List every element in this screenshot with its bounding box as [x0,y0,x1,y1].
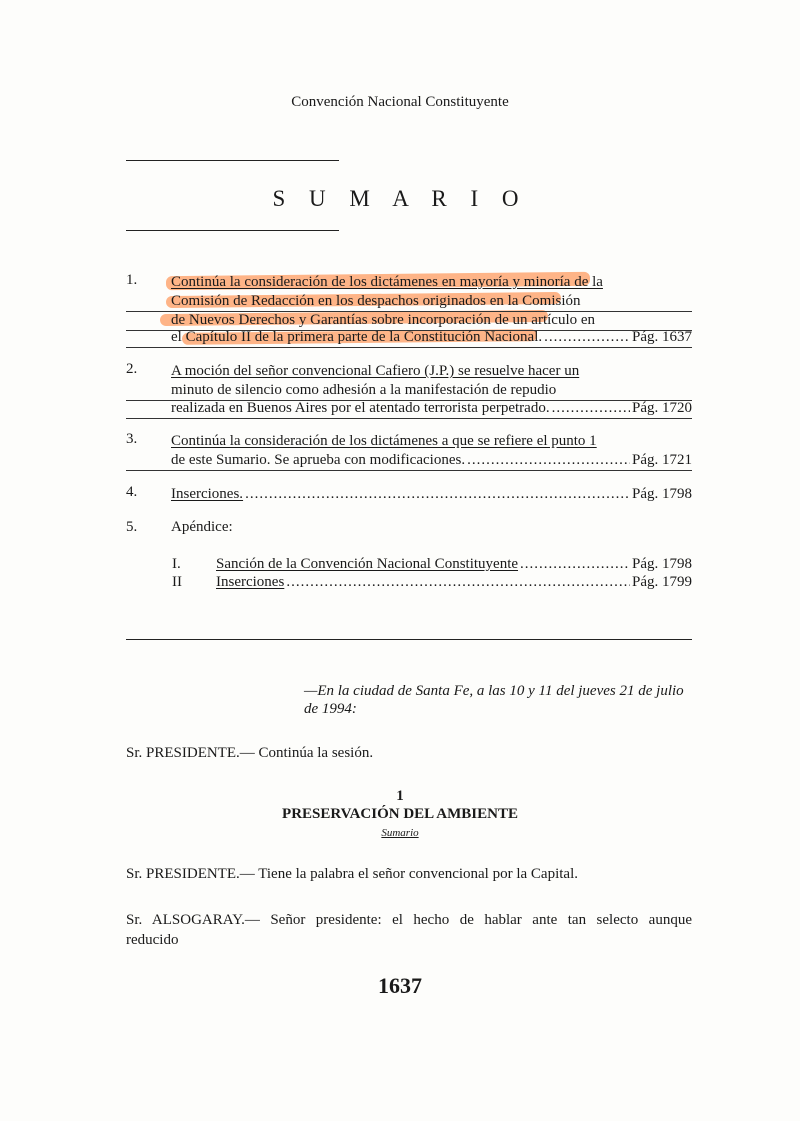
toc-item-text: Continúa la consideración de los dictámenes a que se refiere el punto 1 [171,433,597,449]
toc-item-number: 5. [126,519,138,535]
paragraph: Sr. PRESIDENTE.— Continúa la sesión. [126,745,374,761]
toc-page-ref: Pág. 1720 [632,400,692,416]
rule-bottom [126,230,339,231]
toc-item-number: 1. [126,272,138,288]
leader-dots [245,484,630,504]
toc-item-text: Comisión de Redacción en los despachos originados en la Comisión [171,293,581,309]
intro-line: —En la ciudad de Santa Fe, a las 10 y 11 del jueves 21 de julio [304,683,684,699]
subitem-number: I. [172,556,181,572]
page-title: S U M A R I O [272,186,528,211]
toc-item-text: Continúa la consideración de los dictámenes en mayoría y minoría de la [171,274,603,290]
toc-page-ref: Pág. 1798 [632,556,692,572]
toc-item-text: A moción del señor convencional Cafiero (J.P.) se resuelve hacer un [171,363,580,379]
toc-item-text: el Capítulo II de la primera parte de la Constitución Nacional. [171,329,543,345]
toc-item-number: 4. [126,484,138,500]
toc-page-ref: Pág. 1799 [632,574,692,590]
paragraph: Sr. ALSOGARAY.— Señor presidente: el hecho de hablar ante tan selecto aunque reducido [126,912,692,948]
toc-page-ref: Pág. 1637 [632,329,692,345]
leader-dots [286,572,630,592]
running-header: Convención Nacional Constituyente [291,94,509,110]
section-title: PRESERVACIÓN DEL AMBIENTE [282,806,518,822]
leader-dots [552,398,630,418]
subitem-text: Inserciones [216,574,285,590]
toc-item-text: realizada en Buenos Aires por el atentado terrorista perpetrado. [171,400,550,416]
toc-page-ref: Pág. 1721 [632,452,692,468]
toc-item-text: minuto de silencio como adhesión a la manifestación de repudio [171,382,557,398]
section-divider [126,639,692,640]
toc-item-text: Inserciones. [171,486,244,502]
leader-dots [544,327,630,347]
toc-item-number: 2. [126,361,138,377]
section-subtitle: Sumario [381,827,419,839]
appendix-label: Apéndice: [171,519,233,535]
appendix-subitem[interactable] [172,554,692,574]
appendix-subitem[interactable] [172,572,692,592]
section-number: 1 [396,788,404,804]
toc-page-ref: Pág. 1798 [632,486,692,502]
toc-item-number: 3. [126,431,138,447]
intro-line: de 1994: [304,701,357,717]
subitem-text: Sanción de la Convención Nacional Constituyente [216,556,519,572]
toc-item-text: de Nuevos Derechos y Garantías sobre incorporación de un artículo en [171,312,596,328]
leader-dots [520,554,630,574]
leader-dots [467,450,630,470]
rule-top [126,160,339,161]
toc-item-text: de este Sumario. Se aprueba con modificaciones. [171,452,466,468]
page-number: 1637 [378,973,422,998]
paragraph: Sr. PRESIDENTE.— Tiene la palabra el señor convencional por la Capital. [126,866,578,882]
subitem-number: II [172,574,182,590]
